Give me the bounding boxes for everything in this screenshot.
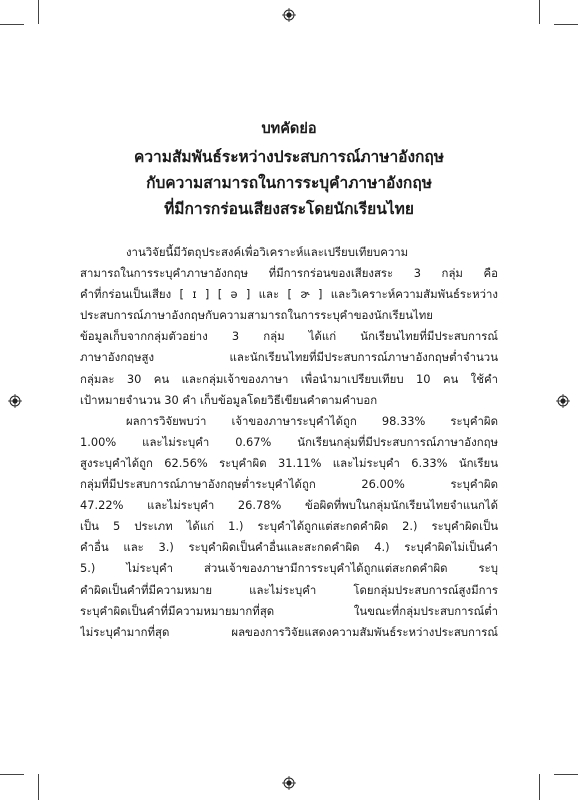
text-line: งานวิจัยนี้มีวัตถุประสงค์เพื่อวิเคราะห์และเปรียบเทียบความ: [126, 245, 409, 259]
abstract-heading: บทคัดย่อ: [261, 121, 317, 137]
thesis-title: [80, 144, 498, 222]
registration-mark-icon: [8, 394, 22, 408]
page-content: [80, 118, 498, 643]
crop-mark-top-right: [539, 0, 540, 24]
text-line: ผลการวิจัยพบว่า เจ้าของภาษาระบุคำได้ถูก 98.33% ระบุคำผิด: [126, 413, 498, 428]
crop-mark-bottom-left-horizontal: [0, 774, 24, 775]
text-line: สามารถในการระบุคำภาษาอังกฤษ ที่มีการกร่อนของเสียงสระ 3 กลุ่ม คือ: [80, 266, 498, 281]
crop-mark-top-left-horizontal: [0, 24, 24, 25]
title-line: ที่มีการกร่อนเสียงสระโดยนักเรียนไทย: [164, 200, 414, 218]
registration-mark-icon: [282, 8, 296, 22]
text-line: ภาษาอังกฤษสูง และนักเรียนไทยที่มีประสบการณ์ภาษาอังกฤษต่ำจำนวน: [80, 350, 498, 365]
title-line: ความสัมพันธ์ระหว่างประสบการณ์ภาษาอังกฤษ: [133, 148, 445, 166]
text-line: ประสบการณ์ภาษาอังกฤษกับความสามารถในการระบุคำของนักเรียนไทย: [80, 308, 433, 323]
text-line: กลุ่มที่มีประสบการณ์ภาษาอังกฤษต่ำระบุคำได้ถูก 26.00% ระบุคำผิด: [80, 477, 498, 492]
crop-mark-top-right-horizontal: [554, 24, 578, 25]
paragraph-results: [80, 411, 498, 643]
text-line: คำที่กร่อนเป็นเสียง [ ɪ ] [ ə ] และ [ ɚ ] และวิเคราะห์ความสัมพันธ์ระหว่าง: [80, 287, 498, 302]
text-line: เป็น 5 ประเภท ได้แก่ 1.) ระบุคำได้ถูกแต่สะกดคำผิด 2.) ระบุคำผิดเป็น: [80, 519, 498, 534]
paragraph-objectives: [80, 242, 498, 411]
registration-mark-icon: [282, 776, 296, 790]
text-line: สูงระบุคำได้ถูก 62.56% ระบุคำผิด 31.11% และไม่ระบุคำ 6.33% นักเรียน: [80, 455, 498, 470]
crop-mark-bottom-right: [539, 774, 540, 800]
text-line: คำอื่น และ 3.) ระบุคำผิดเป็นคำอื่นและสะกดคำผิด 4.) ระบุคำผิดไม่เป็นคำ: [80, 540, 498, 555]
title-line: กับความสามารถในการระบุคำภาษาอังกฤษ: [146, 174, 432, 192]
crop-mark-top-left: [38, 0, 39, 24]
text-line: กลุ่มละ 30 คน และกลุ่มเจ้าของภาษา เพื่อนำมาเปรียบเทียบ 10 คน ใช้คำ: [80, 371, 498, 386]
text-line: 1.00% และไม่ระบุคำ 0.67% นักเรียนกลุ่มที่มีประสบการณ์ภาษาอังกฤษ: [80, 434, 498, 449]
text-line: 5.) ไม่ระบุคำ ส่วนเจ้าของภาษามีการระบุคำได้ถูกแต่สะกดคำผิด ระบุ: [80, 561, 498, 576]
text-line: ระบุคำผิดเป็นคำที่มีความหมายมากที่สุด ในขณะที่กลุ่มประสบการณ์ต่ำ: [80, 603, 498, 618]
crop-mark-bottom-right-horizontal: [554, 774, 578, 775]
text-line: ไม่ระบุคำมากที่สุด ผลของการวิจัยแสดงความสัมพันธ์ระหว่างประสบการณ์: [80, 624, 498, 639]
text-line: 47.22% และไม่ระบุคำ 26.78% ข้อผิดที่พบในกลุ่มนักเรียนไทยจำแนกได้: [80, 498, 498, 513]
crop-mark-bottom-left: [38, 774, 39, 800]
text-line: คำผิดเป็นคำที่มีความหมาย และไม่ระบุคำ โดยกลุ่มประสบการณ์สูงมีการ: [80, 582, 498, 597]
text-line: เป้าหมายจำนวน 30 คำ เก็บข้อมูลโดยวิธีเขียนคำตามคำบอก: [80, 392, 378, 407]
registration-mark-icon: [556, 394, 570, 408]
text-line: ข้อมูลเก็บจากกลุ่มตัวอย่าง 3 กลุ่ม ได้แก่ นักเรียนไทยที่มีประสบการณ์: [80, 329, 498, 344]
abstract-body: [80, 242, 498, 643]
